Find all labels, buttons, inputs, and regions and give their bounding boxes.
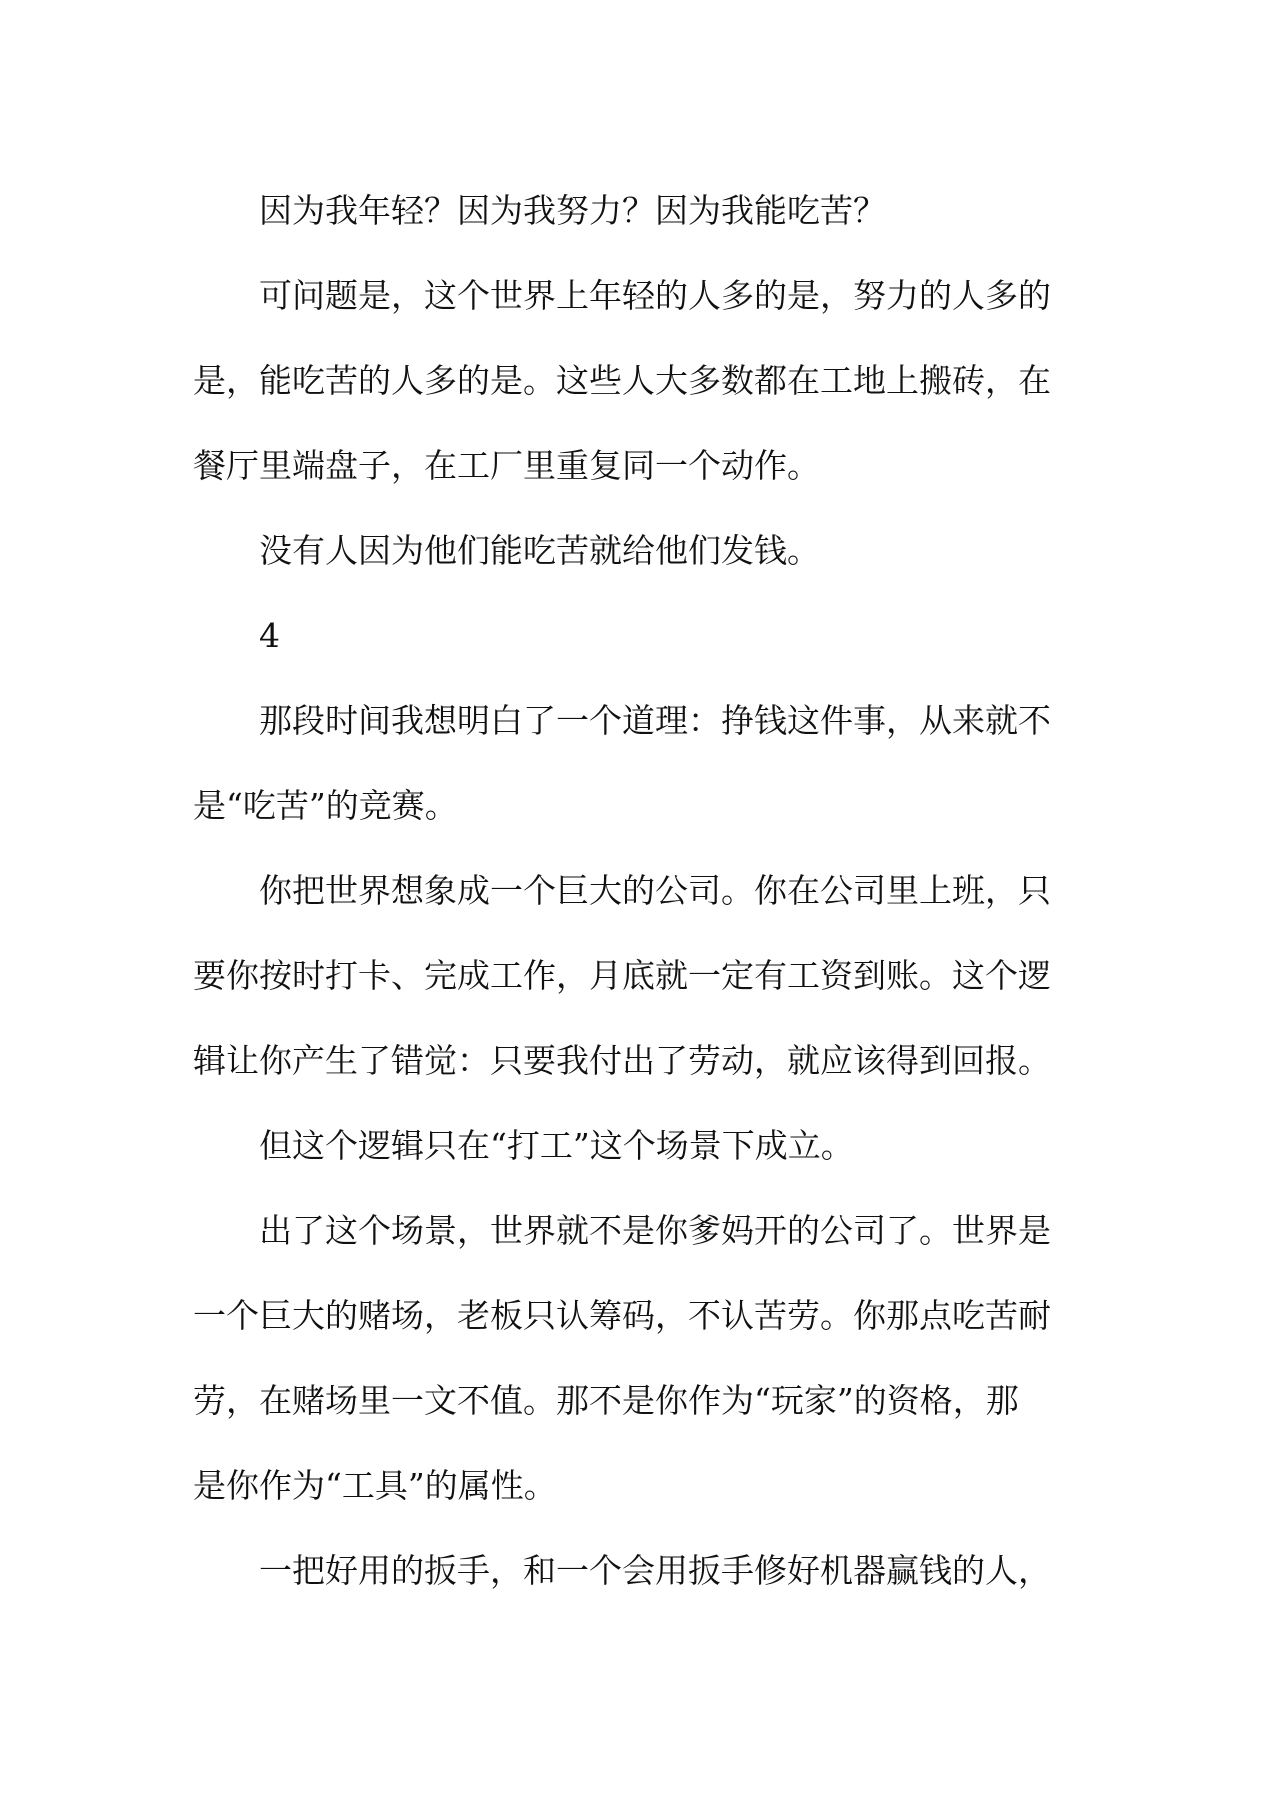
text-line: 但这个逻辑只在“打工”这个场景下成立。 [259,1126,854,1165]
text-line: 没有人因为他们能吃苦就给他们发钱。 [259,531,820,570]
paragraph-6 [193,1103,1083,1188]
paragraph-5 [193,848,1083,1103]
text-line: 可问题是，这个世界上年轻的人多的是，努力的人多的 [259,276,1051,315]
paragraph-2 [193,253,1083,508]
text-line: 一个巨大的赌场，老板只认筹码，不认苦劳。你那点吃苦耐 [193,1296,1051,1335]
section-number [193,593,1083,678]
text-line: 你把世界想象成一个巨大的公司。你在公司里上班，只 [259,871,1051,910]
paragraph-8 [193,1528,1083,1613]
text-line: 要你按时打卡、完成工作，月底就一定有工资到账。这个逻 [193,956,1051,995]
section-number-text: 4 [259,616,280,655]
text-line: 是“吃苦”的竞赛。 [193,786,458,825]
paragraph-1 [193,168,1083,253]
text-line: 那段时间我想明白了一个道理：挣钱这件事，从来就不 [259,701,1051,740]
paragraph-3 [193,508,1083,593]
body-text [193,168,1083,1613]
paragraph-4 [193,678,1083,848]
text-line: 是，能吃苦的人多的是。这些人大多数都在工地上搬砖，在 [193,361,1051,400]
text-line: 一把好用的扳手，和一个会用扳手修好机器赢钱的人， [259,1551,1051,1590]
text-line: 劳，在赌场里一文不值。那不是你作为“玩家”的资格，那 [193,1381,1019,1420]
text-line: 因为我年轻？因为我努力？因为我能吃苦？ [259,191,886,230]
text-line: 辑让你产生了错觉：只要我付出了劳动，就应该得到回报。 [193,1041,1051,1080]
text-line: 是你作为“工具”的属性。 [193,1466,557,1505]
text-line: 出了这个场景，世界就不是你爹妈开的公司了。世界是 [259,1211,1051,1250]
text-line: 餐厅里端盘子，在工厂里重复同一个动作。 [193,446,820,485]
paragraph-7 [193,1188,1083,1528]
